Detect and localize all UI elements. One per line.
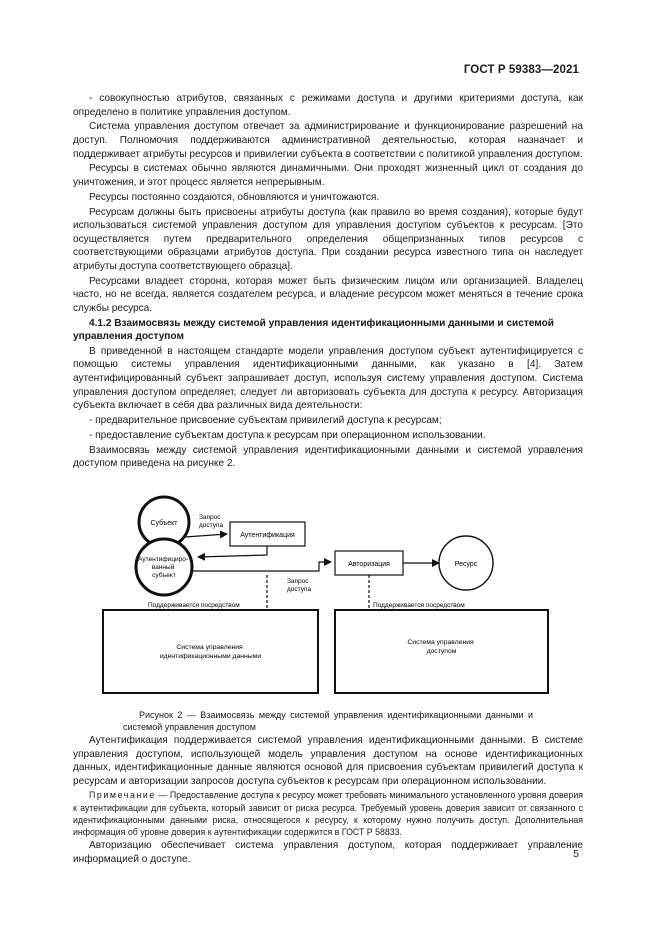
paragraph: Ресурсы в системах обычно являются динамичными. Они проходят жизненный цикл от создания до уничтожения, и этот процесс является непрерывным.	[73, 163, 583, 188]
resource-label: Ресурс	[454, 560, 478, 568]
page-content	[73, 92, 583, 867]
note	[73, 789, 583, 837]
section-heading: 4.1.2 Взаимосвязь между системой управления идентификационными данными и системой управления доступом	[73, 317, 555, 343]
paragraph: Ресурсам должны быть присвоены атрибуты доступа (как правило во время создания), которые будут использоваться системой управления доступом для управления доступом субъектов к ресурсам. [Это осуществляется путем предварительного определения общепризнанных типов ресурсов с соответствующими образцами атрибутов доступа. При создании ресурса известного типа он наследует атрибуты доступа соответствующего образца].	[73, 206, 583, 272]
list-item: - предоставление субъектам доступа к ресурсам при операционном использовании.	[89, 429, 486, 441]
relationship-diagram	[73, 477, 583, 709]
arrow-subject-to-authentication	[185, 534, 227, 537]
request-access-label-1: Запрос доступа	[199, 513, 224, 529]
paragraph: Авторизацию обеспечивает система управления доступом, которая поддерживает управление информацией о доступе.	[73, 840, 583, 865]
arrow-authentication-to-subject	[198, 546, 267, 557]
acm-system-label: Система управления доступом	[407, 638, 474, 655]
supported-label-1: Поддерживается посредством	[148, 601, 240, 609]
idm-system-box	[103, 610, 318, 693]
supported-label-2: Поддерживается посредством	[373, 601, 465, 609]
page-number: 5	[573, 848, 579, 860]
authorization-label: Авторизация	[348, 560, 390, 568]
list-item: - предварительное присвоение субъектам привилегий доступа к ресурсам;	[89, 414, 442, 426]
arrow-subject-to-authorization	[191, 562, 331, 571]
paragraph: Аутентификация поддерживается системой управления идентификационными данными. В системе управления доступом, использующей модель управления доступом на основе идентификационных данных, идентификационные данные являются основой для присвоения субъектам привилегий доступа к ресурсам и авторизации запросов доступа субъектов к ресурсам при операционном использовании.	[73, 734, 583, 787]
request-access-label-2: Запрос доступа	[287, 577, 312, 593]
note-label: Примечание	[89, 790, 156, 801]
authentication-label: Аутентификация	[240, 531, 295, 539]
subject-label: Субъект	[150, 519, 178, 527]
paragraph: Система управления доступом отвечает за администрирование и функционирование разрешений на доступ. Полномочия поддерживаются административной деятельностью, которая назначает и поддерживает атрибуты ресурсов и привилегии субъекта в соответствии с политикой управления доступом.	[73, 121, 583, 160]
note-text: — Предоставление доступа к ресурсу может требовать минимального установленного уровня доверия к аутентификации для субъекта, который зависит от риска ресурса. Требуемый уровень доверия зависит от связанного с идентификационными данными риска, относящегося к ресурсу, к которому нужно получить доступ. Дополнительная информация об уровне доверия к аутентификации содержится в ГОСТ Р 58833.	[73, 790, 583, 837]
idm-system-label: Система управления идентификационными данными	[159, 643, 262, 660]
paragraph: Ресурсами владеет сторона, которая может быть физическим лицом или организацией. Владелец часто, но не всегда, является создателем ресурса, и владение ресурсом может меняться в течение срока службы ресурса.	[73, 275, 583, 314]
figure-2	[73, 477, 583, 709]
paragraph: Ресурсы постоянно создаются, обновляются и уничтожаются.	[89, 191, 380, 203]
paragraph: Взаимосвязь между системой управления идентификационными данными и системой управления доступом приведена на рисунке 2.	[73, 444, 583, 470]
authenticated-subject-label: Аутентифициро- ванный субъект	[138, 555, 189, 579]
figure-caption: Рисунок 2 — Взаимосвязь между системой управления идентификационными данными и системой управления доступом	[123, 709, 533, 732]
document-header: ГОСТ Р 59383—2021	[463, 64, 579, 76]
paragraph: В приведенной в настоящем стандарте модели управления доступом субъект аутентифицируется с помощью системы управления идентификационными данными, как указано в [4]. Затем аутентифицированный субъект запрашивает доступ, используя систему управления доступом. Система управления доступом определяет, следует ли авторизовать субъекта для доступа к ресурсу. Авторизация субъекта включает в себя два различных вида деятельности:	[73, 345, 583, 412]
paragraph: - совокупностью атрибутов, связанных с режимами доступа и другими критериями доступа, как определено в политике управления доступом.	[73, 93, 583, 118]
